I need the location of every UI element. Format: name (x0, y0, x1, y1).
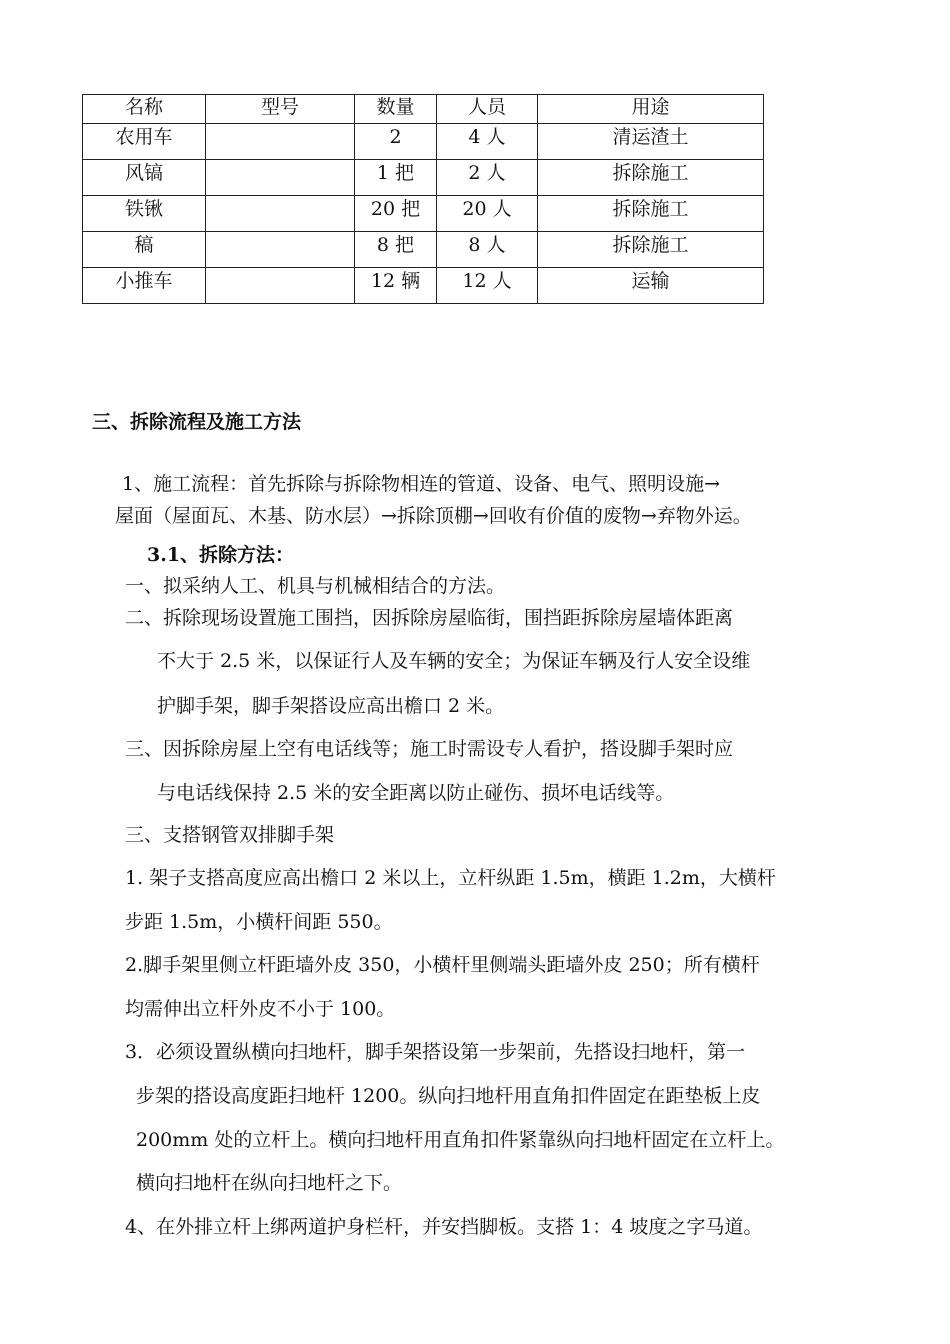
table-cell: 拆除施工 (538, 232, 764, 268)
table-cell: 12 辆 (355, 268, 437, 304)
paragraph-line: 步架的搭设高度距扫地杆 1200。纵向扫地杆用直角扣件固定在距垫板上皮 (136, 1085, 761, 1107)
paragraph-line: 与电话线保持 2.5 米的安全距离以防止碰伤、损坏电话线等。 (157, 782, 675, 804)
table-cell (206, 268, 355, 304)
table-header-row (83, 95, 764, 124)
column-header: 人员 (437, 95, 538, 124)
paragraph-line: 横向扫地杆在纵向扫地杆之下。 (136, 1172, 403, 1194)
paragraph-line: 二、拆除现场设置施工围挡，因拆除房屋临街，围挡距拆除房屋墙体距离 (125, 607, 734, 629)
paragraph-line: 屋面（屋面瓦、木基、防水层）→拆除顶棚→回收有价值的废物→弃物外运。 (115, 505, 752, 527)
table-cell: 风镐 (83, 160, 206, 196)
column-header: 型号 (206, 95, 355, 124)
table-cell (206, 232, 355, 268)
table-cell: 运输 (538, 268, 764, 304)
table-row (83, 232, 764, 268)
paragraph-line: 不大于 2.5 米，以保证行人及车辆的安全；为保证车辆及行人安全设维 (157, 650, 751, 672)
column-header: 名称 (83, 95, 206, 124)
table-cell: 1 把 (355, 160, 437, 196)
table-cell: 拆除施工 (538, 196, 764, 232)
paragraph-line: 三、因拆除房屋上空有电话线等；施工时需设专人看护，搭设脚手架时应 (125, 738, 734, 760)
table-cell: 稿 (83, 232, 206, 268)
table-cell (206, 196, 355, 232)
table-row (83, 268, 764, 304)
table-cell: 20 人 (437, 196, 538, 232)
table-cell (206, 160, 355, 196)
table-row (83, 196, 764, 232)
table-cell: 农用车 (83, 124, 206, 160)
table-cell: 2 (355, 124, 437, 160)
table-cell: 4 人 (437, 124, 538, 160)
paragraph-line: 步距 1.5m，小横杆间距 550。 (125, 911, 393, 933)
section-heading: 三、拆除流程及施工方法 (92, 411, 302, 433)
paragraph-line: 200mm 处的立杆上。横向扫地杆用直角扣件紧靠纵向扫地杆固定在立杆上。 (136, 1129, 785, 1151)
table-cell: 小推车 (83, 268, 206, 304)
paragraph-line: 1. 架子支搭高度应高出檐口 2 米以上，立杆纵距 1.5m，横距 1.2m，大横杆 (125, 867, 776, 889)
equipment-table (82, 94, 764, 304)
paragraph-line: 1、施工流程：首先拆除与拆除物相连的管道、设备、电气、照明设施→ (122, 473, 721, 495)
paragraph-line: 3．必须设置纵横向扫地杆，脚手架搭设第一步架前，先搭设扫地杆，第一 (125, 1041, 746, 1063)
table-cell: 清运渣土 (538, 124, 764, 160)
table-cell: 拆除施工 (538, 160, 764, 196)
table-row (83, 160, 764, 196)
table-cell: 铁锹 (83, 196, 206, 232)
paragraph-line: 2.脚手架里侧立杆距墙外皮 350，小横杆里侧端头距墙外皮 250；所有横杆 (125, 954, 760, 976)
table-cell: 20 把 (355, 196, 437, 232)
subsection-heading: 3.1、拆除方法： (147, 544, 295, 566)
paragraph-line: 一、拟采纳人工、机具与机械相结合的方法。 (125, 575, 506, 597)
paragraph-line: 4、在外排立杆上绑两道护身栏杆，并安挡脚板。支搭 1：4 坡度之字马道。 (125, 1216, 763, 1238)
column-header: 用途 (538, 95, 764, 124)
table-row (83, 124, 764, 160)
table-cell: 2 人 (437, 160, 538, 196)
column-header: 数量 (355, 95, 437, 124)
table-cell (206, 124, 355, 160)
table-cell: 8 把 (355, 232, 437, 268)
paragraph-line: 三、支搭钢管双排脚手架 (125, 824, 335, 846)
paragraph-line: 均需伸出立杆外皮不小于 100。 (125, 998, 396, 1020)
table-cell: 12 人 (437, 268, 538, 304)
table-cell: 8 人 (437, 232, 538, 268)
paragraph-line: 护脚手架，脚手架搭设应高出檐口 2 米。 (157, 695, 505, 717)
